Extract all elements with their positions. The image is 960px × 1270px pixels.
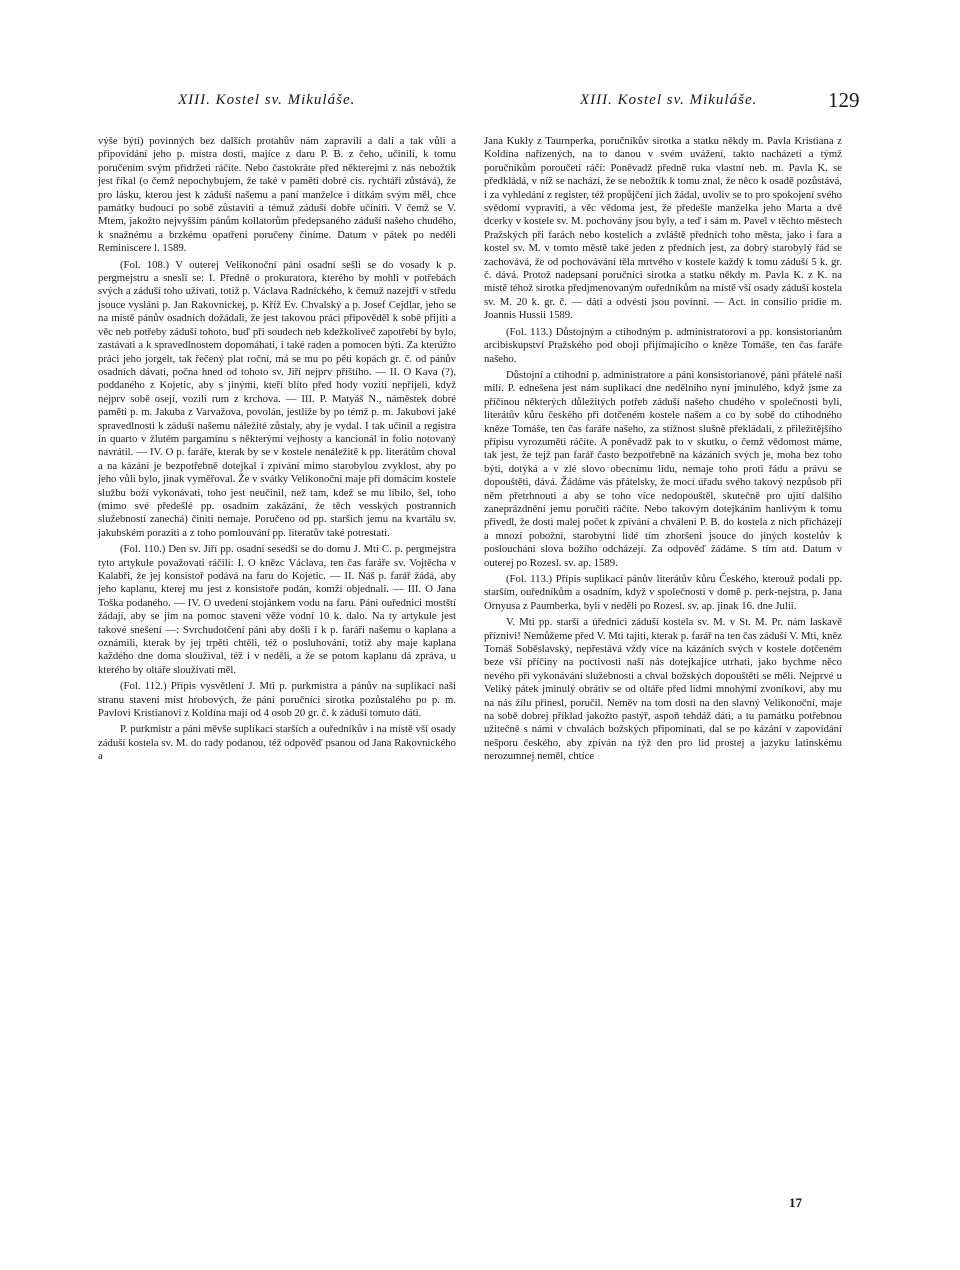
running-title-right: XIII. Kostel sv. Mikuláše. — [580, 92, 758, 108]
paragraph: Důstojní a ctihodní p. administratore a páni konsistorianové, páni přátelé naši milí. P. ednešena jest nám suplikací dne nedělního nyní jminulého, když jsme za příčinou některých důležitých potřeb záduší našeho chudého v společnosti byli, literátův kůru českého při dotčeném kostele našem a co by sobě do ctihodného kněze Tomáše, ten čas faráře našeho, za stížnost slušně překládali, z přiležitějšího přípisu vyrozuměti ráčíte. A poněvadž pak to v skutku, o čemž vědomost máme, tak jest, že tejž pan farář často bezpotřebně na kázáních svých je, moha bez toho býti, dotýká a v zlé slovo obecnímu lidu, nemaje toho proti řádu a právu se dopouštěti, dává. Žádáme vás přátelsky, že mocí úřadu svého takový nezpůsob při něm přetrhnouti a aby se toho více nedopouštěl, skutečně pro ujití dalšího zaneprázdnění jemu poručiti ráčíte. Nebo takovým dotejkáním hanlivým k tomu přivedl, že dosti malej počet k zpívání a chválení P. B. do kostela z nich přicházejí a mnozí pobožní, starobytní lidé tím zhoršeni jsouce do jiných kostelův k poslouchání slova božího odcházejí. Za odpověď žádáme. S tím atd. Datum v outerej po Rozesl. sv. ap. 1589. — [484, 368, 842, 569]
running-title-left: XIII. Kostel sv. Mikuláše. — [178, 92, 356, 108]
paragraph: (Fol. 112.) Přípis vysvětlení J. Mti p. purkmistra a pánův na suplikaci naši stranu stavení míst hrobových, že páni poručníci sirotka pozůstalého po p. m. Pavlovi Kristianovi z Koldína mají od 4 osob 20 gr. č. k záduší tomuto dáti. — [98, 680, 456, 720]
signature-mark: 17 — [789, 1195, 802, 1210]
paragraph: V. Mti pp. starší a úřednici záduší kostela sv. M. v St. M. Pr. nám laskavě příznivi! Nemůžeme před V. Mti tajiti, kterak p. farář na ten čas záduší V. Mti, kněz Tomáš Soběslavský, nepřestává vždy více na kázáních svých v kostele dotčeném beze vší příčiny na poctivosti naší nás dotejkajíce utrhati, jako bychme něco nevého při vykonávání služebnosti a chval božských dopouštěti se měli. Nejprvé u Veliký pátek jminulý obrátiv se od oltáře před lidmi mnohými zvoníkovi, aby mu na nás žílu přinesl, poručil. Neměv na tom dosti na den slavný Velikonoční, maje na sobě dobrej příklad jakožto pastýř, aspoň tehdáž dáti, a tu památku potřebnou užitečně s námi v chvalách božských připomínati, dal se po kázání v zapovídání nešporu českého, aby zpíván na týž den pro lid prostej a jazyku latinskému nerozumnej neměl, chtíce — [484, 616, 842, 763]
paragraph: Jana Kukly z Taurnperka, poručníkův sirotka a statku někdy m. Pavla Kristiana z Koldína nařízených, na to danou v svém uvážení, takto nacházeti a týmž poručníkům poroučeti ráčí: Poněvadž předně ruka vlastní neb. m. Pavla K. se předkládá, v níž se nachází, že se nebožtík k tomu znal, že něco k osadě pozůstává, i za vyhledání z register, též propůjčení jich žádal, uvoliv se to pro spokojení svého svědomí vypraviti, a věc vědoma jest, že předešle manželka jeho Marta a dvě dcerky v kostele sv. M. pochovány jsou byly, a teď i sám m. Pavel v těchto městech Pražských při farách nebo kostelích a zvláště předních toho města, jako i fara a kostel sv. M. v tomto městě také jeden z předních jest, za dobrý starobylý řád se zachovává, že od pochovávání těla mrtvého v kostele každý k tomu záduší 5 k. gr. č. dává. Protož nadepsaní poručníci sirotka a statku někdy m. Pavla K. z K. na místě téhož sirotka předjmenovaným ouředníkům na místě vší osady záduší kostela sv. M. 20 k. gr. č. — dáti a odvésti jsou povinni. — Act. in consilio pridie m. Joannis Hussii 1589. — [484, 135, 842, 322]
paragraph: (Fol. 113.) Důstojným a ctihodným p. administratorovi a pp. konsistorianům arcibiskupství Pražského pod obojí přijímajícího o kněze Tomáše, ten čas faráře našeho. — [484, 325, 842, 365]
paragraph: (Fol. 108.) V outerej Velikonoční páni osadní sešli se do vosady k p. pergmejstru a snesli se: I. Předně o prokuratora, kterého by mohli v potřebách svých a záduší toho užívati, totiž p. Václava Radnického, k čemuž nazejtří v středu jsouce vysláni p. Jan Rakovnickej, p. Kříž Ev. Chvalský a p. Josef Cejdlar, jeho se na místě pánův osadních dožádali, že jest takovou práci připověděl k sobě přijíti a věc neb potřeby záduší tohoto, buď při soudech neb kdežkoliveč zapotřebí by bylo, zastávati a k spravedlnostem dopomáhati, i také raden a pomocen býti. Za kterúžto práci jeho jorgelt, tak řečený plat roční, má se mu po pěti kopách gr. č. od pánův osadních dávati, počna hned od tohoto sv. Jiří nejprv příštího. — II. O Kava (?), poddaného z Kojetic, aby s jinými, kteří blíto před hody voziti nepřijeli, když nejprv sobě osejí, vozili rum z krchova. — III. P. Matyáš N., náměstek dobré paměti p. m. Jakuba z Varvažova, povolán, jestliže by po témž p. m. Jakubovi jaké spravedlnosti k záduší našemu náležité zůstaly, aby je vydal. I tak učinil a registra in quarto v žlutém pargamínu s některými vejhosty a kancionál in folio notovaný navrátil. — IV. O p. faráře, kterak by se v kostele nenáležitě k pp. literátům choval a na kázání je bezpotřebně dotejkal i zpívání mimo starobylou zvyklost, aby po jeho vůli bylo, jinak vyměřoval. Že v svátky Velikonoční maje při domácím kostele službu boží vykonávati, toho jest neučinil, než tam, kdež se mu líbilo, šel, toho (mimo své předešlé pp. osadním zakázání, že těch vesských postranních služebností zanechá) činiti nemaje. Poručeno od pp. starších jemu na kvartálu sv. jakubském poraziti a z toho pomlouvání pp. literatův také potrestati. — [98, 258, 456, 539]
paragraph: (Fol. 113.) Přípis suplikací pánův literátův kůru Českého, kterouž podali pp. starším, ouředníkům a osadním, když v společnosti v domě p. perk-nejstra, p. Jana Ornyusa z Paumberka, byli v neděli po Rozesl. sv. ap. jinak 16. dne Julii. — [484, 573, 842, 612]
page-number: 129 — [828, 88, 860, 112]
running-header — [0, 88, 960, 122]
paragraph: P. purkmistr a páni měvše suplikací starších a ouředníkův i na místě vší osady záduší kostela sv. M. do rady podanou, též odpověď psanou od Jana Rakovnického a — [98, 723, 456, 763]
paragraph: (Fol. 110.) Den sv. Jiří pp. osadní sesedši se do domu J. Mti C. p. pergmejstra tyto artykule považovati ráčili: I. O knězc Václava, ten čas faráře sv. Vojtěcha v Kalabři, že jej konsistoř podává na faru do Kojetic. — II. Náš p. farář žádá, aby jeho kaplanu, kterej mu jest z konsistoře podán, komží objednali. — III. O Jana Toška podaného. — IV. O uvedení stojánkem vodu na faru. Páni ouřednici mostští žádají, aby se jim na pomoc stavení věže vodní 10 k. dalo. Na ty artykule jest takové snešení —: Svrchudotčení páni aby došli i k p. faráři našemu o kaplana a oznámili, kterak by jej trpěti chtěli, též o posluhování, totiž aby maje kaplana každého dne doma sloužival, též i v neděli, a že se potom kaplanu dá zpráva, u kterého by oltáře sloužívati měl. — [98, 543, 456, 676]
right-column — [484, 135, 842, 764]
left-column — [98, 135, 456, 764]
paragraph: výše býti) povinných bez dalších protahův nám zapravili a dali a tak vůli a připovídání jeho p. mistra dosti, majíce z daru P. B. z čeho, učinili, k tomu poručením svým přidržeti ráčíte. Nebo častokráte před některejmi z nás nebožtík jest říkal (o čemž nepochybujem, že také v paměti dobré cís. rychtáři zůstává), že pro lásku, kterou jest k záduší našemu a paní manželce i dítkám svým měl, chce památky budoucí po sobě zůstaviti a témuž záduší dobře učiniti. V čemž se V. Mtem, jakožto nejvyšším pánům kollatorům předepsaného záduší našeho chudého, k snažnému a brzkému opatření poručeny činíme. Datum v pátek po neděli Reminiscere l. 1589. — [98, 135, 456, 255]
